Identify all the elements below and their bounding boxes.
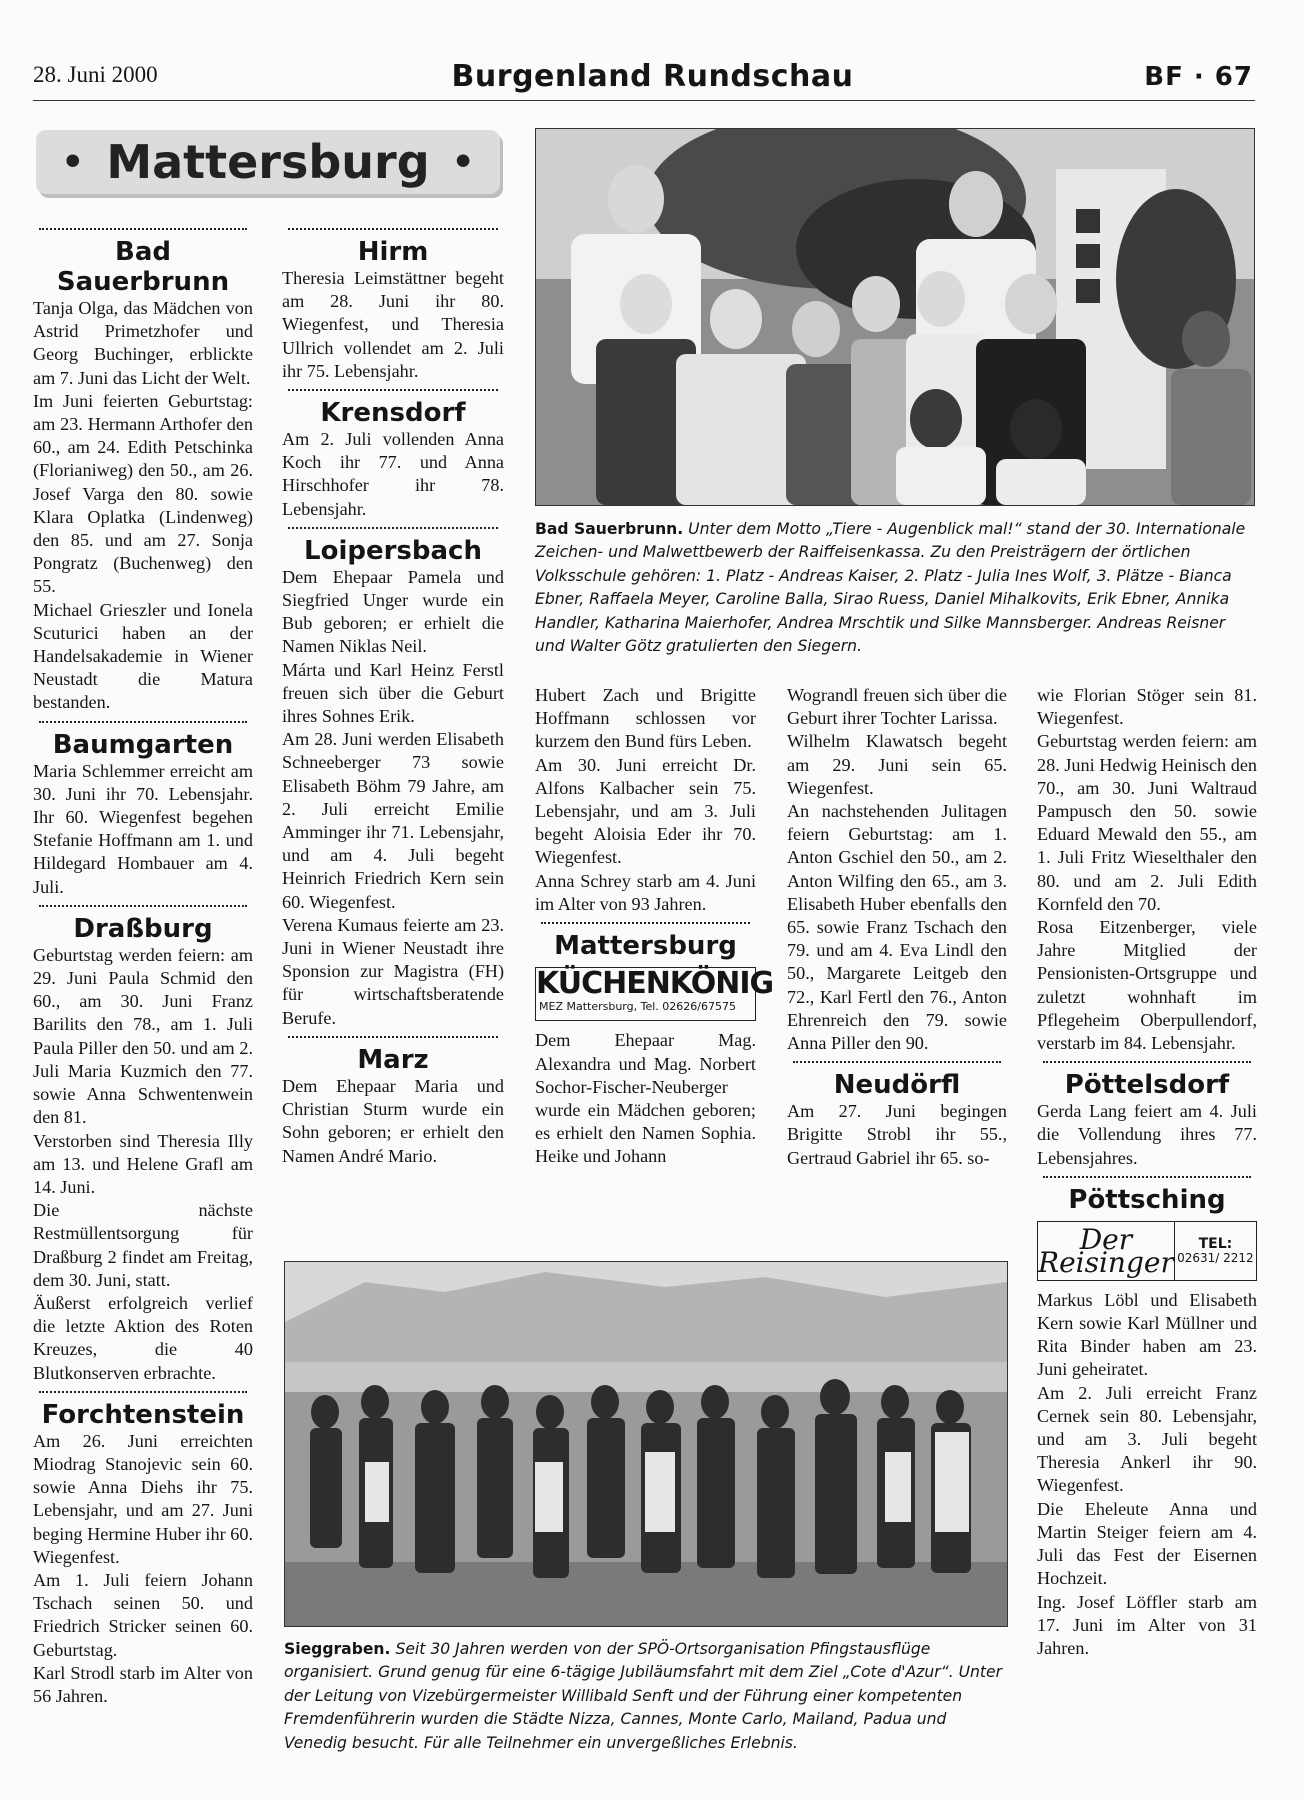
issue-date: 28. Juni 2000 — [33, 62, 158, 87]
paragraph: Verena Kumaus feierte am 23. Juni in Wiener Neustadt ihre Sponsion zur Magistra (FH) für wirtschaftsberatende Berufe. — [282, 914, 504, 1028]
paragraph: Geburtstag werden feiern: am 28. Juni Hedwig Heinisch den 70., am 30. Juni Waltraud Pampusch den 50. sowie Eduard Mewald den 55., am 1. Juli Fritz Wieselthaler den 80. und am 2. Juli Edith Kornfeld den 70. — [1037, 731, 1257, 914]
section-divider — [39, 721, 247, 723]
paragraph: Die nächste Restmüllentsorgung für Draßburg 2 findet am Freitag, dem 30. Juni, statt. — [33, 1200, 253, 1290]
paragraph: Dem Ehepaar Pamela und Siegfried Unger wurde ein Bub geboren; er erhielt die Namen Niklas Neil. — [282, 566, 504, 657]
section-heading: Krensdorf — [320, 398, 466, 429]
paragraph: Am 1. Juli feiern Johann Tschach seinen 50. und Friedrich Stricker seinen 60. Geburtstag. — [33, 1569, 253, 1660]
paragraph: Dem Ehepaar Mag. Alexandra und Mag. Norbert Sochor-Fischer-Neuberger wurde ein Mädchen geboren; es erhielt den Namen Sophia. Heike und Johann — [535, 1030, 756, 1167]
paragraph: Tanja Olga, das Mädchen von Astrid Primetzhofer und Georg Buchinger, erblickte am 7. Juni das Licht der Welt. — [33, 298, 253, 388]
paragraph: Theresia Leimstättner begeht am 28. Juni ihr 80. Wiegenfest, und Theresia Ullrich vollendet am 2. Juli ihr 75. Lebensjahr. — [282, 268, 504, 381]
column-4 — [787, 684, 1007, 1170]
section-heading: Mattersburg — [554, 931, 737, 962]
page-number: BF · 67 — [1144, 62, 1253, 92]
ad-phone-number: 02631/ 2212 — [1177, 1250, 1254, 1265]
photo-image — [536, 129, 1254, 505]
section-heading: Baumgarten — [52, 729, 234, 760]
paragraph: An nachstehenden Julitagen feiern Geburtstag: am 1. Anton Gschiel den 50., am 2. Anton Wilfing den 65., am 3. Elisabeth Huber ebenfalls den 65. sowie Franz Tschach den 79. und am 4. Eva Lindl den 50., Margarete Leitgeb den 72., Karl Fertl den 76., Anton Ehrenreich den 79. sowie Anna Piller den 90. — [787, 801, 1007, 1054]
bullet-icon: • — [451, 141, 475, 183]
section-heading: Bad Sauerbrunn — [56, 237, 230, 297]
section-heading: Forchtenstein — [41, 1399, 245, 1430]
section-divider — [39, 228, 247, 230]
section-divider — [1043, 1061, 1251, 1063]
paragraph: Die Eheleute Anna und Martin Steiger feiern am 4. Juli das Fest der Eisernen Hochzeit. — [1037, 1498, 1257, 1589]
paragraph: Anna Schrey starb am 4. Juni im Alter von 93 Jahren. — [535, 870, 756, 914]
section-heading: Loipersbach — [304, 535, 482, 566]
photo-children-group — [535, 128, 1255, 506]
region-banner — [36, 130, 500, 194]
ad-address: MEZ Mattersburg, Tel. 02626/67575 — [539, 1000, 736, 1014]
section-heading: Draßburg — [73, 913, 213, 944]
column-1 — [33, 222, 253, 1708]
section-divider — [793, 1061, 1001, 1063]
section-divider — [1043, 1176, 1251, 1178]
paragraph: Im Juni feierten Geburtstag: am 23. Hermann Arthofer den 60., am 24. Edith Petschinka (Florianiweg) den 50., am 26. Josef Varga den 80. sowie Klara Oplatka (Lindenweg) den 85. und am 27. Sonja Pongratz (Buchenweg) den 55. — [33, 390, 253, 597]
paragraph: Gerda Lang feiert am 4. Juli die Vollendung ihres 77. Lebensjahres. — [1037, 1101, 1257, 1168]
ad-phone-label: TEL: — [1198, 1235, 1233, 1252]
section-divider — [39, 1391, 247, 1393]
section-heading: Hirm — [357, 237, 429, 267]
paragraph: Am 2. Juli vollenden Anna Koch ihr 77. und Anna Hirschhofer ihr 78. Lebensjahr. — [282, 429, 504, 519]
paragraph: Michael Grieszler und Ionela Scuturici haben an der Handelsakademie in Wiener Neustadt die Matura bestanden. — [33, 599, 253, 713]
paragraph: Verstorben sind Theresia Illy am 13. und Helene Grafl am 14. Juni. — [33, 1130, 253, 1197]
paragraph: Am 27. Juni begingen Brigitte Strobl ihr 55., Gertraud Gabriel ihr 65. so- — [787, 1101, 1007, 1168]
section-heading: Neudörfl — [833, 1070, 961, 1101]
paragraph: wie Florian Stöger sein 81. Wiegenfest. — [1037, 685, 1257, 729]
kuechenkoenig-ad — [535, 966, 774, 1021]
paragraph: Am 28. Juni werden Elisabeth Schneeberger 73 sowie Elisabeth Böhm 79 Jahre, am 2. Juli erreicht Emilie Amminger ihr 71. Lebensjahr, und am 4. Juli begeht Heinrich Friedrich Kern sein 60. Wiegenfest. — [282, 729, 504, 912]
paragraph: Karl Strodl starb im Alter von 56 Jahren. — [33, 1662, 253, 1706]
paragraph: Geburtstag werden feiern: am 29. Juni Paula Schmid den 60., am 30. Juni Franz Barilits den 78., am 1. Juli Paula Piller den 50. und am 2. Juli Maria Kuzmich den 77. sowie Anna Schwentenwein den 81. — [33, 944, 253, 1128]
caption-lead: Bad Sauerbrunn. — [535, 520, 684, 538]
paragraph: Dem Ehepaar Maria und Christian Sturm wurde ein Sohn geboren; er erhielt den Namen André Mario. — [282, 1075, 504, 1166]
region-title: Mattersburg — [106, 135, 430, 189]
caption-text: Unter dem Motto „Tiere - Augenblick mal!“ stand der 30. Internationale Zeichen- und Malwettbewerb der Raiffeisenkassa. Zu den Preisträgern der örtlichen Volksschule gehören: 1. Platz - Andreas Kaiser, 2. Platz - Julia Ines Wolf, 3. Plätze - Bianca Ebner, Raffaela Meyer, Caroline Balla, Sirao Ruess, Daniel Mihalkovits, Erik Ebner, Annika Handler, Katharina Maierhofer, Andrea Mrschtik und Silke Mannsberger. Andreas Reisner und Walter Götz gratulierten den Siegern. — [535, 520, 1246, 656]
column-3 — [535, 684, 774, 1169]
photo-caption — [535, 518, 1253, 658]
section-heading: Pöttelsdorf — [1064, 1070, 1230, 1101]
paragraph: Hubert Zach und Brigitte Hoffmann schlossen vor kurzem den Bund fürs Leben. — [535, 685, 756, 752]
section-divider — [288, 389, 498, 391]
photo-image — [285, 1262, 1007, 1626]
paragraph: Wilhelm Klawatsch begeht am 29. Juni sein 65. Wiegenfest. — [787, 731, 1007, 798]
newspaper-title: Burgenland Rundschau — [451, 59, 854, 94]
reisinger-ad — [1037, 1221, 1257, 1281]
paragraph: Am 30. Juni erreicht Dr. Alfons Kalbacher sein 75. Lebensjahr, und am 3. Juli begeht Aloisia Eder ihr 70. Wiegenfest. — [535, 754, 756, 868]
paragraph: Rosa Eitzenberger, viele Jahre Mitglied der Pensionisten-Ortsgruppe und zuletzt wohnhaft im Pflegeheim Oberpullendorf, verstarb im 84. Lebensjahr. — [1037, 917, 1257, 1054]
ad-name: KÜCHENKÖNIG — [536, 966, 774, 1002]
caption-text: Seit 30 Jahren werden von der SPÖ-Ortsorganisation Pfingstausflüge organisiert. Grund genug für eine 6-tägige Jubiläumsfahrt mit dem Ziel „Cote d'Azur“. Unter der Leitung von Vizebürgermeister Willibald Senft und der Führung einer kompetenten Fremdenführerin wurden die Städte Nizza, Cannes, Monte Carlo, Mailand, Padua und Venedig besucht. Für alle Teilnehmer ein unvergeßliches Erlebnis. — [284, 1640, 1003, 1752]
ad-logo: Der Reisinger — [1038, 1222, 1174, 1279]
paragraph: Maria Schlemmer erreicht am 30. Juni ihr 70. Lebensjahr. Ihr 60. Wiegenfest begehen Stefanie Hoffmann am 1. und Hildegard Hombauer am 4. Juli. — [33, 760, 253, 897]
section-divider — [288, 527, 498, 529]
photo-caption — [284, 1638, 1006, 1755]
section-divider — [541, 922, 750, 924]
header-rule — [33, 100, 1255, 101]
paragraph: Wograndl freuen sich über die Geburt ihrer Tochter Larissa. — [787, 685, 1007, 729]
column-5 — [1037, 684, 1257, 1660]
caption-lead: Sieggraben. — [284, 1640, 391, 1658]
photo-travel-group — [284, 1261, 1008, 1627]
section-heading: Marz — [357, 1044, 429, 1075]
paragraph: Ing. Josef Löffler starb am 17. Juni im Alter von 31 Jahren. — [1037, 1591, 1257, 1658]
section-heading: Pöttsching — [1068, 1184, 1226, 1215]
section-divider — [288, 1036, 498, 1038]
paragraph: Am 26. Juni erreichten Miodrag Stanojevic sein 60. sowie Anna Diehs ihr 75. Lebensjahr, und am 27. Juni beging Hermine Huber ihr 60. Wiegenfest. — [33, 1430, 253, 1567]
paragraph: Äußerst erfolgreich verlief die letzte Aktion des Roten Kreuzes, die 40 Blutkonserven erbrachte. — [33, 1292, 253, 1383]
ad-phone — [1175, 1237, 1256, 1265]
paragraph: Markus Löbl und Elisabeth Kern sowie Karl Müllner und Rita Binder haben am 23. Juni geheiratet. — [1037, 1289, 1257, 1380]
bullet-icon: • — [61, 141, 85, 183]
paragraph: Márta und Karl Heinz Ferstl freuen sich über die Geburt ihres Sohnes Erik. — [282, 659, 504, 727]
column-2 — [282, 222, 504, 1168]
section-divider — [288, 228, 498, 230]
section-divider — [39, 905, 247, 907]
paragraph: Am 2. Juli erreicht Franz Cernek sein 80. Lebensjahr, und am 3. Juli begeht Theresia Ankerl ihr 90. Wiegenfest. — [1037, 1382, 1257, 1496]
